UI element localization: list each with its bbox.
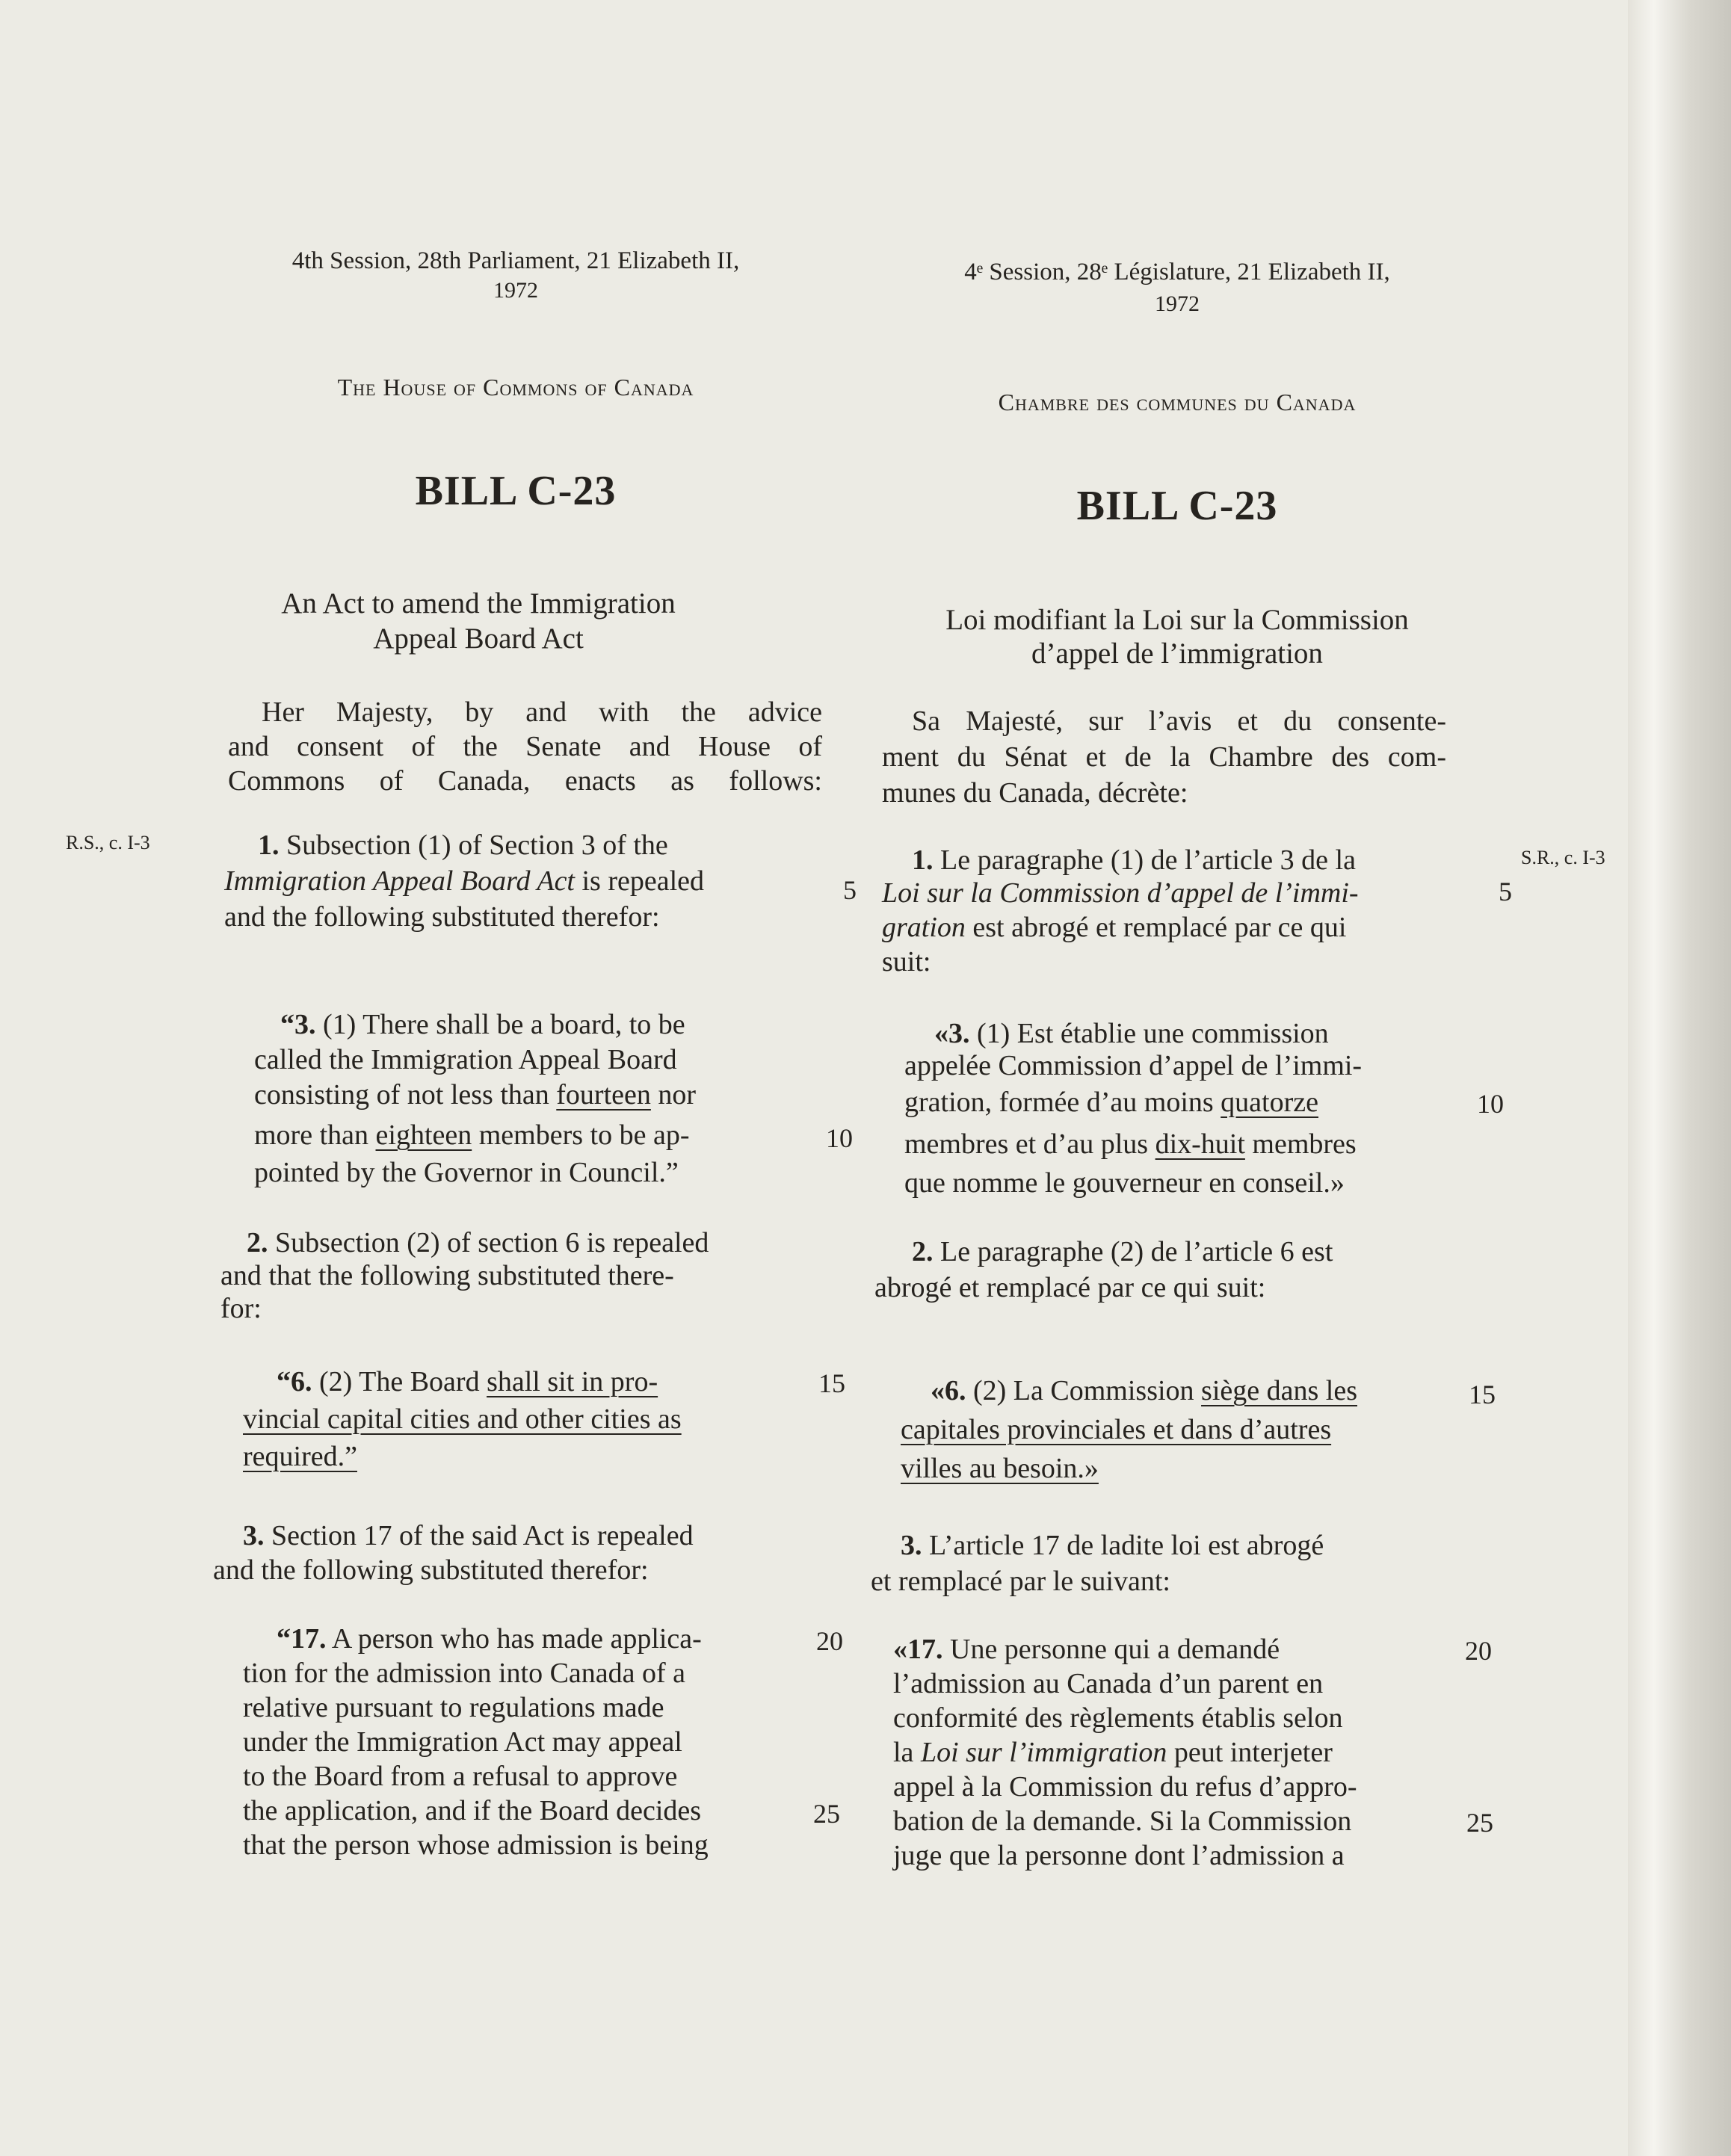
- bill-title-line-1: Loi modifiant la Loi sur la Commission: [945, 604, 1409, 636]
- amended-text: vincial capital cities and other cities as: [243, 1403, 682, 1435]
- line-number: 10: [1477, 1089, 1504, 1119]
- session-header: 4th Session, 28th Parliament, 21 Elizabeth II,: [291, 247, 740, 274]
- section-3-line-1: [243, 1519, 694, 1553]
- preamble-line: and consent of the Senate and House of: [228, 731, 822, 762]
- quoted-section-17-line: [893, 1735, 1333, 1770]
- quoted-section-number: “6.: [277, 1366, 312, 1397]
- amended-text: fourteen: [556, 1079, 651, 1111]
- amended-text: siège dans les: [1201, 1375, 1357, 1406]
- section-text: Section 17 of the said Act is repealed: [271, 1520, 694, 1551]
- quoted-section-number: “3.: [280, 1009, 316, 1040]
- section-number: 1.: [258, 830, 280, 861]
- preamble-line: ment du Sénat et de la Chambre des com-: [882, 741, 1446, 773]
- quoted-section-3-line-4: [254, 1118, 689, 1152]
- section-text: (1) Est établie une commission: [977, 1018, 1329, 1049]
- preamble-line: munes du Canada, décrète:: [882, 777, 1188, 809]
- act-name: Loi sur la Commission d’appel de l’immi-: [882, 877, 1359, 909]
- preamble-line: Commons of Canada, enacts as follows:: [228, 765, 822, 797]
- session-year: 1972: [493, 278, 538, 303]
- amended-text: eighteen: [375, 1119, 472, 1151]
- section-2-line-3: for:: [220, 1293, 262, 1324]
- act-name: gration: [882, 912, 966, 943]
- quoted-section-3-line-1: [280, 1007, 685, 1042]
- line-number: 15: [818, 1368, 845, 1398]
- section-text: Une personne qui a demandé: [950, 1634, 1280, 1665]
- bill-title-line-1: An Act to amend the Immigration: [281, 587, 676, 620]
- quoted-section-17-line: juge que la personne dont l’admission a: [893, 1840, 1345, 1871]
- quoted-section-17-line-1: [277, 1622, 702, 1656]
- quoted-section-3-line-2: appelée Commission d’appel de l’immi-: [904, 1050, 1363, 1081]
- house-heading: The House of Commons of Canada: [337, 374, 694, 401]
- quoted-section-number: «17.: [893, 1634, 943, 1665]
- section-2-line-1: [247, 1226, 709, 1260]
- section-text: A person who has made applica-: [331, 1623, 702, 1655]
- section-2-line-2: and that the following substituted there-: [220, 1260, 674, 1291]
- quoted-section-3-line-5: que nomme le gouverneur en conseil.»: [904, 1167, 1345, 1199]
- line-number: 25: [813, 1799, 840, 1829]
- quoted-section-3-line-3: [904, 1085, 1318, 1119]
- quoted-section-17-line: l’admission au Canada d’un parent en: [893, 1668, 1324, 1699]
- quoted-section-17-line: under the Immigration Act may appeal: [243, 1726, 682, 1758]
- section-text: (2) The Board: [319, 1366, 480, 1397]
- section-text: L’article 17 de ladite loi est abrogé: [929, 1530, 1324, 1561]
- bill-number: BILL C-23: [415, 468, 617, 514]
- section-1-line-3: and the following substituted therefor:: [224, 901, 660, 933]
- preamble-line: Her Majesty, by and with the advice: [262, 696, 822, 728]
- line-number: 5: [1499, 877, 1512, 906]
- section-text: is repealed: [581, 865, 705, 897]
- quoted-section-17-line: tion for the admission into Canada of a: [243, 1658, 686, 1689]
- section-text: (1) There shall be a board, to be: [323, 1009, 685, 1040]
- quoted-section-17-line: conformité des règlements établis selon: [893, 1702, 1343, 1734]
- quoted-section-17-line: appel à la Commission du refus d’appro-: [893, 1771, 1357, 1803]
- section-text: consisting of not less than: [254, 1079, 549, 1111]
- bill-title-line-2: d’appel de l’immigration: [1031, 637, 1323, 670]
- section-number: 3.: [901, 1530, 922, 1561]
- amended-text: dix-huit: [1155, 1128, 1245, 1160]
- quoted-section-number: «3.: [934, 1018, 970, 1049]
- section-1-line-1: [912, 843, 1356, 877]
- line-number: 10: [826, 1123, 853, 1153]
- amended-text: quatorze: [1221, 1087, 1318, 1118]
- preamble-line: Sa Majesté, sur l’avis et du consente-: [912, 705, 1446, 737]
- section-text: more than: [254, 1119, 369, 1151]
- section-text: membres: [1252, 1128, 1357, 1160]
- amended-text: required.”: [243, 1441, 357, 1472]
- bill-title-line-2: Appeal Board Act: [373, 623, 584, 655]
- line-number: 5: [843, 875, 857, 905]
- quoted-section-3-line-4: [904, 1127, 1357, 1161]
- quoted-section-17-line-1: [893, 1632, 1280, 1667]
- section-2-line-2: abrogé et remplacé par ce qui suit:: [874, 1272, 1266, 1303]
- section-text: nor: [658, 1079, 697, 1111]
- session-year: 1972: [1155, 291, 1200, 316]
- quoted-section-17-line: bation de la demande. Si la Commission: [893, 1806, 1352, 1837]
- section-number: 3.: [243, 1520, 265, 1551]
- line-number: 20: [1465, 1636, 1492, 1666]
- quoted-section-number: “17.: [277, 1623, 327, 1655]
- act-name: Loi sur l’immigration: [920, 1737, 1167, 1768]
- bill-number: BILL C-23: [1076, 483, 1278, 529]
- quoted-section-6-line-1: [277, 1365, 658, 1399]
- section-1-line-2: [224, 864, 704, 898]
- section-text: gration, formée d’au moins: [904, 1087, 1214, 1118]
- quoted-section-17-line: that the person whose admission is being: [243, 1829, 709, 1861]
- margin-note-english: R.S., c. I-3: [66, 832, 150, 853]
- quoted-section-6-line-1: [931, 1374, 1357, 1408]
- section-1-line-1: [258, 828, 668, 862]
- line-number: 20: [816, 1626, 843, 1656]
- section-text: membres et d’au plus: [904, 1128, 1149, 1160]
- quoted-section-3-line-2: called the Immigration Appeal Board: [254, 1044, 677, 1075]
- section-text: (2) La Commission: [973, 1375, 1194, 1406]
- quoted-section-3-line-5: pointed by the Governor in Council.”: [254, 1157, 679, 1188]
- quoted-section-3-line-1: [934, 1016, 1329, 1051]
- section-3-line-2: et remplacé par le suivant:: [871, 1566, 1170, 1597]
- section-number: 2.: [912, 1236, 934, 1267]
- quoted-section-number: «6.: [931, 1375, 966, 1406]
- section-text: members to be ap-: [478, 1119, 690, 1151]
- section-text: Subsection (2) of section 6 is repealed: [275, 1227, 709, 1258]
- section-text: est abrogé et remplacé par ce qui: [972, 912, 1347, 943]
- section-text: la: [893, 1737, 914, 1768]
- act-name: Immigration Appeal Board Act: [224, 865, 575, 897]
- section-3-line-2: and the following substituted therefor:: [213, 1554, 649, 1586]
- section-text: peut interjeter: [1173, 1737, 1333, 1768]
- amended-text: villes au besoin.»: [901, 1453, 1099, 1484]
- house-heading: Chambre des communes du Canada: [998, 389, 1357, 416]
- quoted-section-3-line-3: [254, 1078, 696, 1112]
- section-1-line-4: suit:: [882, 946, 931, 977]
- section-number: 2.: [247, 1227, 268, 1258]
- amended-text: capitales provinciales et dans d’autres: [901, 1414, 1332, 1445]
- line-number: 25: [1466, 1808, 1493, 1838]
- section-text: Le paragraphe (1) de l’article 3 de la: [940, 844, 1356, 876]
- session-header: 4ᵉ Session, 28ᵉ Législature, 21 Elizabeth II,: [964, 259, 1390, 285]
- line-number: 15: [1469, 1380, 1496, 1409]
- section-3-line-1: [901, 1528, 1324, 1563]
- section-text: Le paragraphe (2) de l’article 6 est: [940, 1236, 1333, 1267]
- page-edge-shadow: [1628, 0, 1731, 2156]
- section-text: Subsection (1) of Section 3 of the: [286, 830, 668, 861]
- section-2-line-1: [912, 1235, 1333, 1269]
- section-1-line-3: [882, 910, 1346, 945]
- quoted-section-17-line: to the Board from a refusal to approve: [243, 1761, 678, 1792]
- margin-note-french: S.R., c. I-3: [1521, 847, 1605, 868]
- amended-text: shall sit in pro-: [487, 1366, 658, 1397]
- quoted-section-17-line: the application, and if the Board decides: [243, 1795, 702, 1826]
- quoted-section-17-line: relative pursuant to regulations made: [243, 1692, 664, 1723]
- section-number: 1.: [912, 844, 934, 876]
